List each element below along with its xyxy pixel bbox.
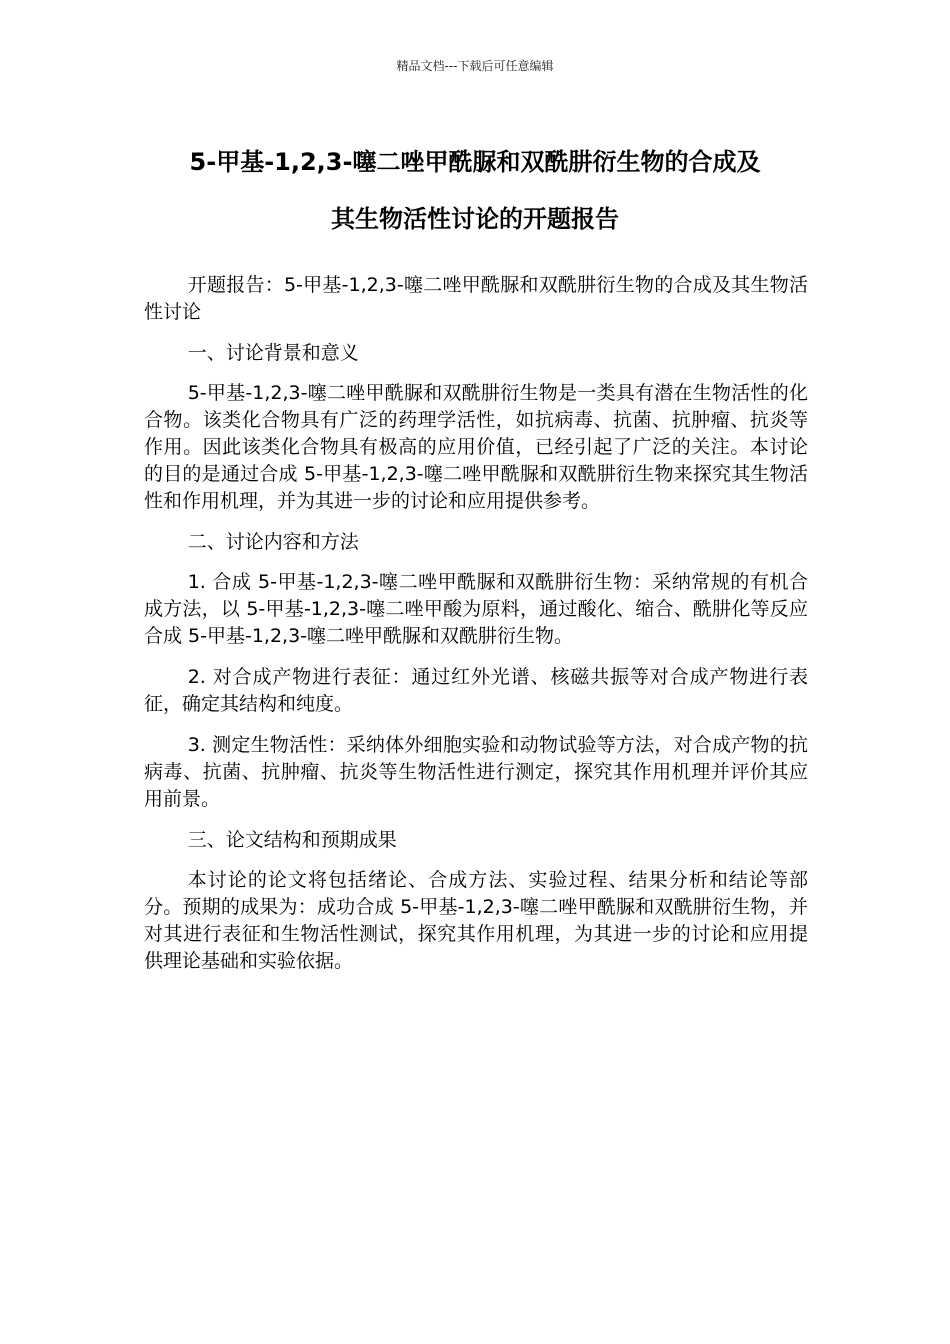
method-item-1: 1. 合成 5-甲基-1,2,3-噻二唑甲酰脲和双酰肼衍生物：采纳常规的有机合成方法，以 5-甲基-1,2,3-噻二唑甲酸为原料，通过酸化、缩合、酰肼化等反应合成 5-甲基-1,2,3-噻二唑甲酰脲和双酰肼衍生物。: [144, 571, 808, 647]
section-heading-structure: 三、论文结构和预期成果: [187, 829, 397, 851]
method-item-3: 3. 测定生物活性：采纳体外细胞实验和动物试验等方法，对合成产物的抗病毒、抗菌、抗肿瘤、抗炎等生物活性进行测定，探究其作用机理并评价其应用前景。: [144, 734, 808, 810]
method-item-2: 2. 对合成产物进行表征：通过红外光谱、核磁共振等对合成产物进行表征，确定其结构和纯度。: [144, 666, 808, 715]
header-note: 精品文档---下载后可任意编辑: [396, 59, 554, 73]
intro-paragraph: 开题报告：5-甲基-1,2,3-噻二唑甲酰脲和双酰肼衍生物的合成及其生物活性讨论: [144, 274, 808, 323]
section-heading-methods: 二、讨论内容和方法: [187, 531, 359, 553]
structure-paragraph: 本讨论的论文将包括绪论、合成方法、实验过程、结果分析和结论等部分。预期的成果为：成功合成 5-甲基-1,2,3-噻二唑甲酰脲和双酰肼衍生物，并对其进行表征和生物活性测试，探究其作用机理，为其进一步的讨论和应用提供理论基础和实验依据。: [144, 869, 808, 972]
document-title: [110, 134, 840, 248]
background-paragraph: 5-甲基-1,2,3-噻二唑甲酰脲和双酰肼衍生物是一类具有潜在生物活性的化合物。该类化合物具有广泛的药理学活性，如抗病毒、抗菌、抗肿瘤、抗炎等作用。因此该类化合物具有极高的应用价值，已经引起了广泛的关注。本讨论的目的是通过合成 5-甲基-1,2,3-噻二唑甲酰脲和双酰肼衍生物来探究其生物活性和作用机理，并为其进一步的讨论和应用提供参考。: [144, 382, 808, 512]
title-line-1: 5-甲基-1,2,3-噻二唑甲酰脲和双酰肼衍生物的合成及: [189, 148, 761, 176]
section-heading-background: 一、讨论背景和意义: [187, 342, 359, 364]
document-body: [144, 272, 808, 989]
title-line-2: 其生物活性讨论的开题报告: [331, 205, 619, 233]
